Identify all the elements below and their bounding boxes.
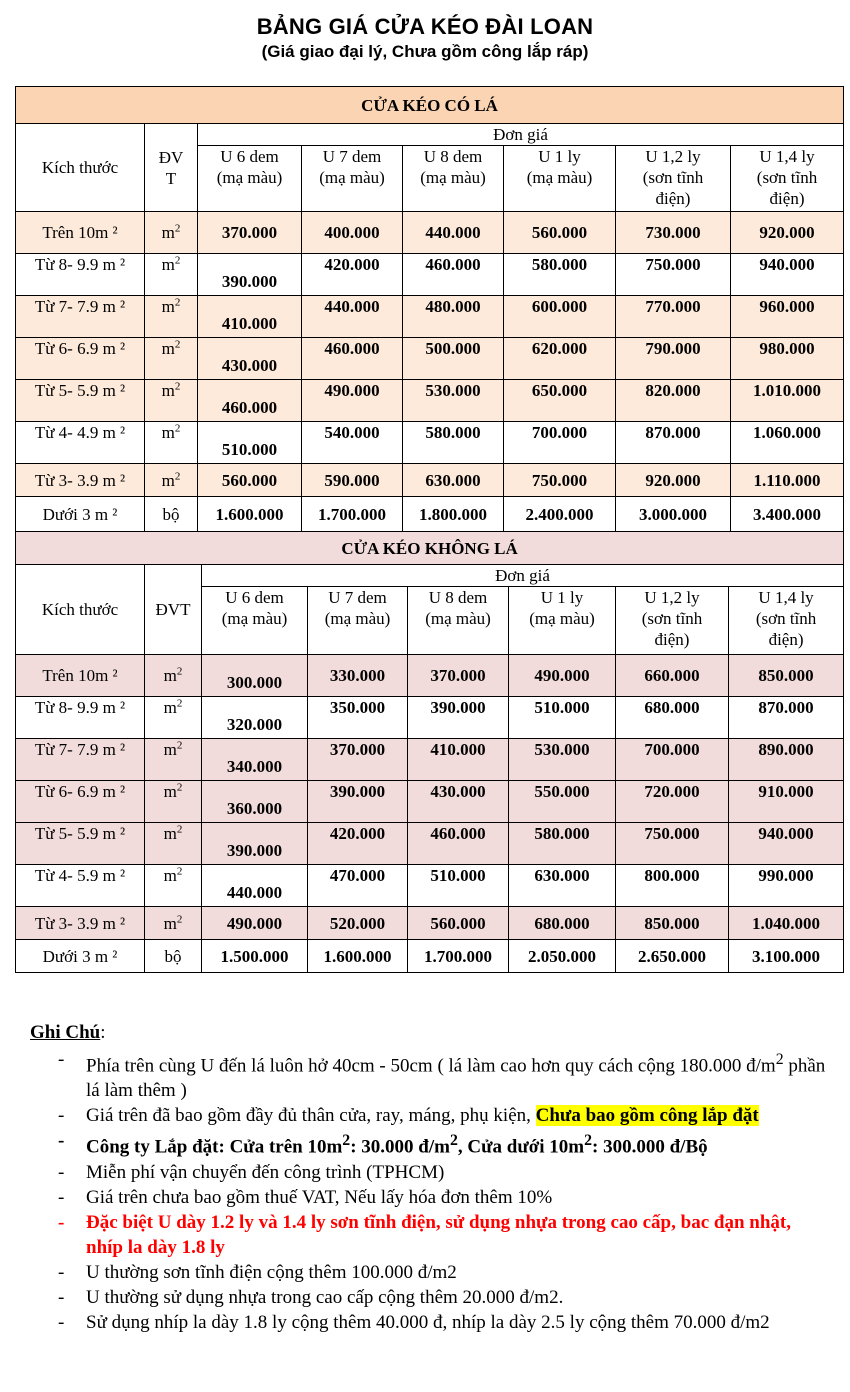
price-cell: 1.040.000: [729, 907, 844, 940]
price-cell: 370.000: [408, 655, 509, 697]
notes-list: [30, 1047, 830, 1335]
column-header: U 1,2 ly (sơn tĩnh điện): [616, 146, 731, 212]
price-cell: 1.500.000: [202, 940, 308, 973]
price-cell: 430.000: [198, 338, 302, 380]
price-cell: 370.000: [308, 739, 408, 781]
price-cell: 560.000: [408, 907, 509, 940]
price-cell: 2.050.000: [509, 940, 616, 973]
price-cell: 940.000: [729, 823, 844, 865]
price-cell: 560.000: [198, 464, 302, 497]
highlight-text: Chưa bao gồm công lắp đặt: [535, 1105, 759, 1127]
unit-cell: $m^2$: [145, 739, 202, 781]
table-row: [16, 422, 844, 464]
unit-cell: $m^2$: [145, 296, 198, 338]
price-cell: 390.000: [308, 781, 408, 823]
note-item: - U thường sơn tĩnh điện cộng thêm 100.000 đ/m2: [58, 1261, 457, 1283]
price-cell: 540.000: [302, 422, 403, 464]
table-row: [16, 296, 844, 338]
price-cell: 440.000: [302, 296, 403, 338]
size-cell: Từ 8- 9.9 m ²: [16, 697, 145, 739]
price-cell: 2.650.000: [616, 940, 729, 973]
note-item: - Giá trên chưa bao gồm thuế VAT, Nếu lấy hóa đơn thêm 10%: [58, 1186, 553, 1208]
table-row: [16, 697, 844, 739]
price-cell: 480.000: [403, 296, 504, 338]
column-header: U 1 ly (mạ màu): [504, 146, 616, 212]
price-cell: 320.000: [202, 697, 308, 739]
table-row: [16, 338, 844, 380]
column-header: U 7 dem (mạ màu): [302, 146, 403, 212]
table-row: [16, 907, 844, 940]
note-item: - Giá trên đã bao gồm đầy đủ thân cửa, ray, máng, phụ kiện, Chưa bao gồm công lắp đặt: [58, 1105, 759, 1127]
price-cell: 1.700.000: [302, 497, 403, 532]
price-cell: 460.000: [403, 254, 504, 296]
price-cell: 870.000: [729, 697, 844, 739]
header-unit: ĐVT: [145, 565, 202, 655]
header-unit-price: Đơn giá: [198, 124, 844, 146]
header-unit-price: Đơn giá: [202, 565, 844, 587]
price-cell: 410.000: [198, 296, 302, 338]
notes-title: Ghi Chú:: [30, 1022, 106, 1043]
price-cell: 680.000: [616, 697, 729, 739]
price-cell: 720.000: [616, 781, 729, 823]
size-cell: Từ 4- 4.9 m ²: [16, 422, 145, 464]
price-cell: 520.000: [308, 907, 408, 940]
price-cell: 370.000: [198, 212, 302, 254]
unit-cell: $m^2$: [145, 380, 198, 422]
price-cell: 500.000: [403, 338, 504, 380]
unit-cell: $m^2$: [145, 907, 202, 940]
column-header: U 1,4 ly (sơn tĩnh điện): [729, 587, 844, 655]
price-cell: 530.000: [403, 380, 504, 422]
price-cell: 920.000: [731, 212, 844, 254]
unit-cell: $m^2$: [145, 697, 202, 739]
price-cell: 580.000: [504, 254, 616, 296]
price-cell: 350.000: [308, 697, 408, 739]
price-cell: 390.000: [198, 254, 302, 296]
column-header: U 6 dem (mạ màu): [202, 587, 308, 655]
price-cell: 390.000: [202, 823, 308, 865]
table-row: [16, 823, 844, 865]
size-cell: Từ 7- 7.9 m ²: [16, 296, 145, 338]
price-cell: 360.000: [202, 781, 308, 823]
price-cell: 300.000: [202, 655, 308, 697]
price-cell: 1.060.000: [731, 422, 844, 464]
column-header: U 8 dem (mạ màu): [408, 587, 509, 655]
price-cell: 770.000: [616, 296, 731, 338]
price-cell: 870.000: [616, 422, 731, 464]
price-cell: 400.000: [302, 212, 403, 254]
price-cell: 650.000: [504, 380, 616, 422]
price-cell: 3.400.000: [731, 497, 844, 532]
header-size: Kích thước: [16, 124, 145, 212]
price-cell: 700.000: [504, 422, 616, 464]
price-cell: 1.110.000: [731, 464, 844, 497]
unit-cell: $m^2$: [145, 655, 202, 697]
price-cell: 390.000: [408, 697, 509, 739]
price-cell: 460.000: [302, 338, 403, 380]
price-cell: 420.000: [302, 254, 403, 296]
price-cell: 440.000: [202, 865, 308, 907]
section-title: CỬA KÉO KHÔNG LÁ: [16, 532, 844, 565]
price-cell: 750.000: [616, 823, 729, 865]
table-row: [16, 497, 844, 532]
table-row: [16, 464, 844, 497]
price-cell: 820.000: [616, 380, 731, 422]
price-cell: 1.010.000: [731, 380, 844, 422]
unit-cell: $m^2$: [145, 338, 198, 380]
price-cell: 430.000: [408, 781, 509, 823]
price-cell: 470.000: [308, 865, 408, 907]
price-cell: 850.000: [729, 655, 844, 697]
price-cell: 940.000: [731, 254, 844, 296]
unit-cell: $m^2$: [145, 865, 202, 907]
price-cell: 1.600.000: [198, 497, 302, 532]
size-cell: Từ 7- 7.9 m ²: [16, 739, 145, 781]
price-cell: 600.000: [504, 296, 616, 338]
unit-cell: $m^2$: [145, 781, 202, 823]
price-cell: 2.400.000: [504, 497, 616, 532]
unit-cell: bộ: [145, 497, 198, 532]
price-cell: 630.000: [509, 865, 616, 907]
size-cell: Dưới 3 m ²: [16, 940, 145, 973]
size-cell: Dưới 3 m ²: [16, 497, 145, 532]
price-cell: 890.000: [729, 739, 844, 781]
table-row: [16, 781, 844, 823]
note-item: - Công ty Lắp đặt: Cửa trên $10m^2$: 30.000 $đ/m^2$, Cửa dưới $10m^2$: 300.000 đ/Bộ: [58, 1130, 708, 1158]
unit-cell: $m^2$: [145, 422, 198, 464]
price-cell: 330.000: [308, 655, 408, 697]
price-cell: 510.000: [198, 422, 302, 464]
price-cell: 490.000: [202, 907, 308, 940]
column-header: U 8 dem (mạ màu): [403, 146, 504, 212]
column-header: U 6 dem (mạ màu): [198, 146, 302, 212]
price-cell: 1.700.000: [408, 940, 509, 973]
page-title: BẢNG GIÁ CỬA KÉO ĐÀI LOAN: [256, 14, 594, 39]
price-cell: 340.000: [202, 739, 308, 781]
price-cell: 560.000: [504, 212, 616, 254]
size-cell: Trên 10m ²: [16, 212, 145, 254]
unit-cell: $m^2$: [145, 212, 198, 254]
price-cell: 730.000: [616, 212, 731, 254]
price-cell: 790.000: [616, 338, 731, 380]
size-cell: Từ 6- 6.9 m ²: [16, 338, 145, 380]
size-cell: Từ 6- 6.9 m ²: [16, 781, 145, 823]
table-row: [16, 380, 844, 422]
note-item: - U thường sử dụng nhựa trong cao cấp cộng thêm 20.000 đ/m2.: [58, 1286, 564, 1308]
unit-cell: $m^2$: [145, 254, 198, 296]
price-cell: 460.000: [198, 380, 302, 422]
price-cell: 460.000: [408, 823, 509, 865]
page-subtitle: (Giá giao đại lý, Chưa gồm công lắp ráp): [261, 42, 589, 61]
price-cell: 980.000: [731, 338, 844, 380]
price-cell: 620.000: [504, 338, 616, 380]
size-cell: Từ 3- 3.9 m ²: [16, 907, 145, 940]
price-cell: 910.000: [729, 781, 844, 823]
table-row: [16, 254, 844, 296]
price-cell: 550.000: [509, 781, 616, 823]
header-size: Kích thước: [16, 565, 145, 655]
price-cell: 3.000.000: [616, 497, 731, 532]
price-cell: 530.000: [509, 739, 616, 781]
size-cell: Từ 3- 3.9 m ²: [16, 464, 145, 497]
price-cell: 510.000: [509, 697, 616, 739]
price-cell: 580.000: [509, 823, 616, 865]
size-cell: Từ 5- 5.9 m ²: [16, 380, 145, 422]
price-cell: 3.100.000: [729, 940, 844, 973]
price-cell: 680.000: [509, 907, 616, 940]
price-cell: 700.000: [616, 739, 729, 781]
column-header: U 1,2 ly (sơn tĩnh điện): [616, 587, 729, 655]
column-header: U 1 ly (mạ màu): [509, 587, 616, 655]
price-cell: 410.000: [408, 739, 509, 781]
header-unit: ĐV T: [145, 124, 198, 212]
price-cell: 800.000: [616, 865, 729, 907]
table-row: [16, 865, 844, 907]
price-cell: 590.000: [302, 464, 403, 497]
note-item: - Đặc biệt U dày 1.2 ly và 1.4 ly sơn tĩnh điện, sử dụng nhựa trong cao cấp, bac đạn nhật, nhíp la dày 1.8 ly: [58, 1211, 791, 1258]
price-cell: 420.000: [308, 823, 408, 865]
table-row: [16, 940, 844, 973]
price-cell: 490.000: [302, 380, 403, 422]
price-cell: 920.000: [616, 464, 731, 497]
section-title: CỬA KÉO CÓ LÁ: [16, 87, 844, 124]
table-row: [16, 739, 844, 781]
unit-cell: $m^2$: [145, 823, 202, 865]
notes-section: [30, 1020, 830, 1335]
table-row: [16, 212, 844, 254]
table-row: [16, 655, 844, 697]
price-cell: 580.000: [403, 422, 504, 464]
price-cell: 1.600.000: [308, 940, 408, 973]
price-cell: 750.000: [504, 464, 616, 497]
column-header: U 1,4 ly (sơn tĩnh điện): [731, 146, 844, 212]
note-item: - Miễn phí vận chuyển đến công trình (TPHCM): [58, 1161, 445, 1183]
column-header: U 7 dem (mạ màu): [308, 587, 408, 655]
price-cell: 440.000: [403, 212, 504, 254]
price-cell: 490.000: [509, 655, 616, 697]
size-cell: Từ 5- 5.9 m ²: [16, 823, 145, 865]
price-table-co-la: [15, 86, 844, 532]
price-table-khong-la: [15, 531, 844, 973]
size-cell: Từ 8- 9.9 m ²: [16, 254, 145, 296]
price-cell: 960.000: [731, 296, 844, 338]
price-cell: 1.800.000: [403, 497, 504, 532]
size-cell: Trên 10m ²: [16, 655, 145, 697]
price-cell: 850.000: [616, 907, 729, 940]
unit-cell: bộ: [145, 940, 202, 973]
price-cell: 750.000: [616, 254, 731, 296]
price-cell: 990.000: [729, 865, 844, 907]
price-cell: 660.000: [616, 655, 729, 697]
price-cell: 630.000: [403, 464, 504, 497]
note-item: - Phía trên cùng U đến lá luôn hở 40cm - 50cm ( lá làm cao hơn quy cách cộng 180.000 $đ/m^2$ phần lá làm thêm ): [58, 1049, 826, 1102]
price-cell: 510.000: [408, 865, 509, 907]
unit-cell: $m^2$: [145, 464, 198, 497]
note-item: - Sử dụng nhíp la dày 1.8 ly cộng thêm 40.000 đ, nhíp la dày 2.5 ly cộng thêm 70.000 đ/m2: [58, 1311, 770, 1333]
size-cell: Từ 4- 5.9 m ²: [16, 865, 145, 907]
